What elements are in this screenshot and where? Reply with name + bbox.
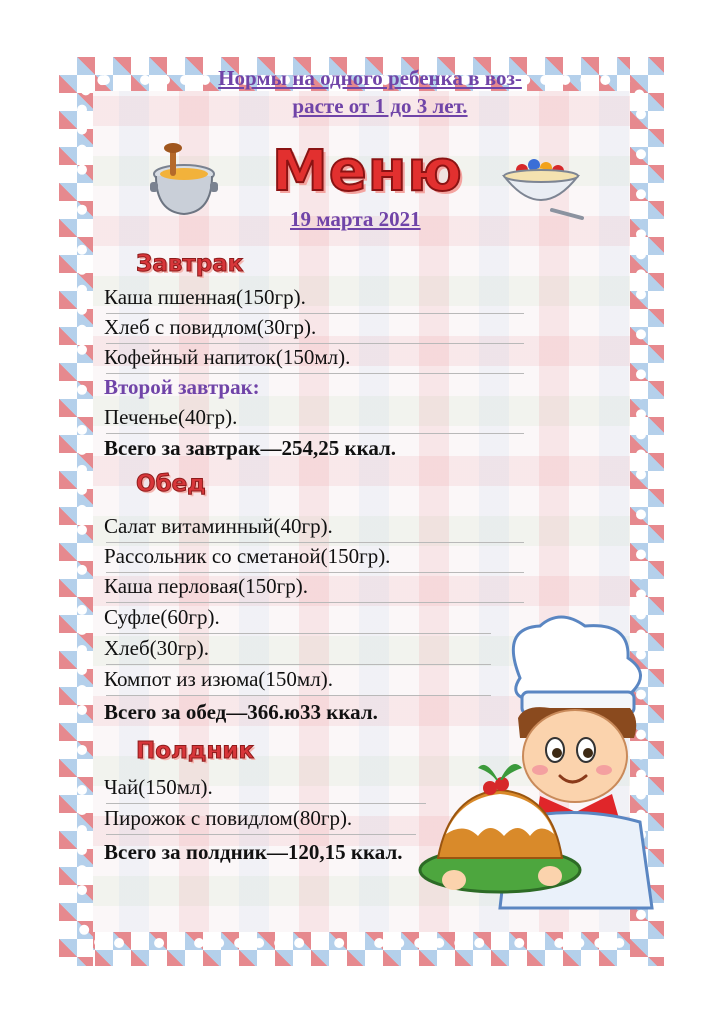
section-snack-heading: Полдник	[136, 738, 255, 764]
lunch-total: Всего за обед—366.ю33 ккал.	[104, 700, 378, 724]
rule-line	[106, 803, 426, 804]
soup-pot-icon	[150, 138, 218, 220]
rule-line	[106, 343, 524, 344]
breakfast-item: Каша пшенная(150гр).	[104, 285, 306, 309]
chef-illustration	[390, 608, 660, 928]
lunch-item: Каша перловая(150гр).	[104, 574, 309, 598]
rule-line	[106, 433, 524, 434]
rule-line	[106, 834, 416, 835]
breakfast-item: Хлеб с повидлом(30гр).	[104, 315, 317, 339]
snack-item: Пирожок с повидлом(80гр).	[104, 806, 353, 830]
lunch-item: Салат витаминный(40гр).	[104, 514, 333, 538]
lunch-item: Хлеб(30гр).	[104, 636, 209, 660]
section-lunch-heading: Обед	[136, 471, 206, 497]
menu-date: 19 марта 2021	[290, 207, 421, 231]
lunch-item: Суфле(60гр).	[104, 605, 220, 629]
rule-line	[106, 602, 524, 603]
breakfast-total: Всего за завтрак—254,25 ккал.	[104, 436, 397, 460]
snack-item: Чай(150мл).	[104, 775, 213, 799]
snack-total: Всего за полдник—120,15 ккал.	[104, 840, 403, 864]
second-breakfast-item: Печенье(40гр).	[104, 405, 238, 429]
fruit-bowl-icon	[498, 152, 584, 228]
section-breakfast-heading: Завтрак	[136, 251, 244, 277]
rule-line	[106, 542, 524, 543]
menu-title: Меню	[272, 139, 463, 204]
rule-line	[106, 373, 524, 374]
breakfast-item: Кофейный напиток(150мл).	[104, 345, 351, 369]
lunch-item: Рассольник со сметаной(150гр).	[104, 544, 391, 568]
rule-line	[106, 572, 524, 573]
header-line-2: расте от 1 до 3 лет.	[292, 94, 468, 118]
rule-line	[106, 313, 524, 314]
lunch-item: Компот из изюма(150мл).	[104, 667, 333, 691]
second-breakfast-heading: Второй завтрак:	[104, 375, 260, 399]
header-line-1: Нормы на одного ребенка в воз-	[218, 66, 522, 90]
